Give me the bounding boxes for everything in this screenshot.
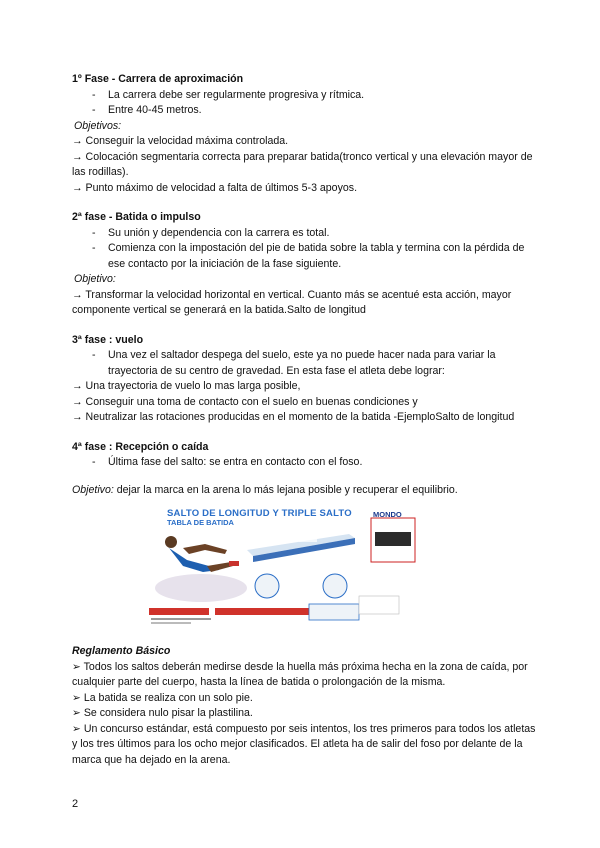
athlete-head (165, 536, 177, 548)
detail-circle-right (323, 574, 347, 598)
section-3-title: 3ª fase : vuelo (72, 333, 144, 346)
athlete-shoe (229, 561, 239, 566)
plasticine-box (359, 596, 399, 614)
list-item: - Una vez el saltador despega del suelo, este ya no puede hacer nada para variar la trayectoria de su centro de gravedad. En esta fase el atleta debe lograr: (108, 348, 542, 379)
board-line (299, 539, 317, 542)
objective-line: → Colocación segmentaria correcta para preparar batida(tronco vertical y una elevación mayor de las rodillas). (72, 150, 533, 178)
objective-line: → Una trayectoria de vuelo lo mas larga posible, (72, 380, 301, 392)
detail-circle-left (255, 574, 279, 598)
reglamento-item: ➢ Se considera nulo pisar la plastilina. (72, 707, 253, 719)
section-2-bullets (72, 226, 542, 273)
list-item: - La carrera debe ser regularmente progresiva y rítmica. (108, 88, 542, 104)
runway-strip (149, 608, 314, 615)
takeoff-board-figure (149, 504, 417, 636)
section-1-title: 1º Fase - Carrera de aproximación (72, 73, 244, 85)
section-4-objective-label: Objetivo: (72, 483, 114, 496)
objective-line: → Transformar la velocidad horizontal en vertical. Cuanto más se acentué esta acción, mayor componente vertical se generará en la batida.Salto de longitud (72, 288, 512, 316)
section-4-bullets (72, 455, 542, 471)
caption-line (151, 618, 211, 620)
objective-line: → Conseguir una toma de contacto con el suelo en buenas condiciones y (72, 395, 418, 408)
reglamento-item: ➢ La batida se realiza con un solo pie. (72, 691, 253, 704)
section-1-bullets (72, 88, 542, 119)
figure-title: SALTO DE LONGITUD Y TRIPLE SALTO (167, 508, 352, 519)
section-2-title: 2ª fase - Batida o impulso (72, 211, 201, 223)
reglamento-item: ➢ Un concurso estándar, está compuesto por seis intentos, los tres primeros para todos los atletas y los tres últimos para los ocho mejor clasificados. El atleta ha de salir del foso por delante de la marca que ha dejado en la arena. (72, 722, 536, 766)
list-item: - Su unión y dependencia con la carrera es total. (108, 226, 542, 242)
runway-detail (309, 604, 359, 620)
section-4-objective (72, 483, 542, 499)
section-4-title: 4ª fase : Recepción o caída (72, 440, 209, 453)
sand-pit-shape (155, 574, 247, 602)
caption-line-2 (151, 622, 191, 624)
list-item: - Última fase del salto: se entra en contacto con el foso. (108, 455, 542, 471)
section-1-objective-label: Objetivos: (74, 119, 122, 132)
figure-subtitle: TABLA DE BATIDA (167, 518, 234, 527)
reglamento-title: Reglamento Básico (72, 645, 171, 657)
document-page (72, 72, 542, 768)
section-3-bullets (72, 348, 542, 379)
page-number: 2 (72, 798, 79, 810)
section-4-objective-text: dejar la marca en la arena lo más lejana posible y recuperar el equilibrio. (113, 483, 458, 496)
list-item: - Comienza con la impostación del pie de batida sobre la tabla y termina con la pérdida de ese contacto por la iniciación de la fase siguiente. (108, 241, 542, 272)
athlete-arm (183, 544, 227, 554)
detail-box-board (375, 532, 411, 546)
list-item: - Entre 40-45 metros. (108, 103, 542, 119)
objective-line: → Conseguir la velocidad máxima controlada. (72, 135, 289, 147)
section-2-objective-label: Objetivo: (74, 273, 116, 285)
objective-line: → Punto máximo de velocidad a falta de últimos 5-3 apoyos. (72, 181, 358, 194)
objective-line: → Neutralizar las rotaciones producidas en el momento de la batida -EjemploSalto de longitud (72, 411, 515, 423)
reglamento-item: ➢ Todos los saltos deberán medirse desde la huella más próxima hecha en la zona de caída, por cualquier parte del cuerpo, hasta la línea de batida o prolongación de la misma. (72, 660, 528, 688)
runway-marker (209, 608, 215, 615)
figure-brand-logo: MONDO (373, 510, 402, 519)
